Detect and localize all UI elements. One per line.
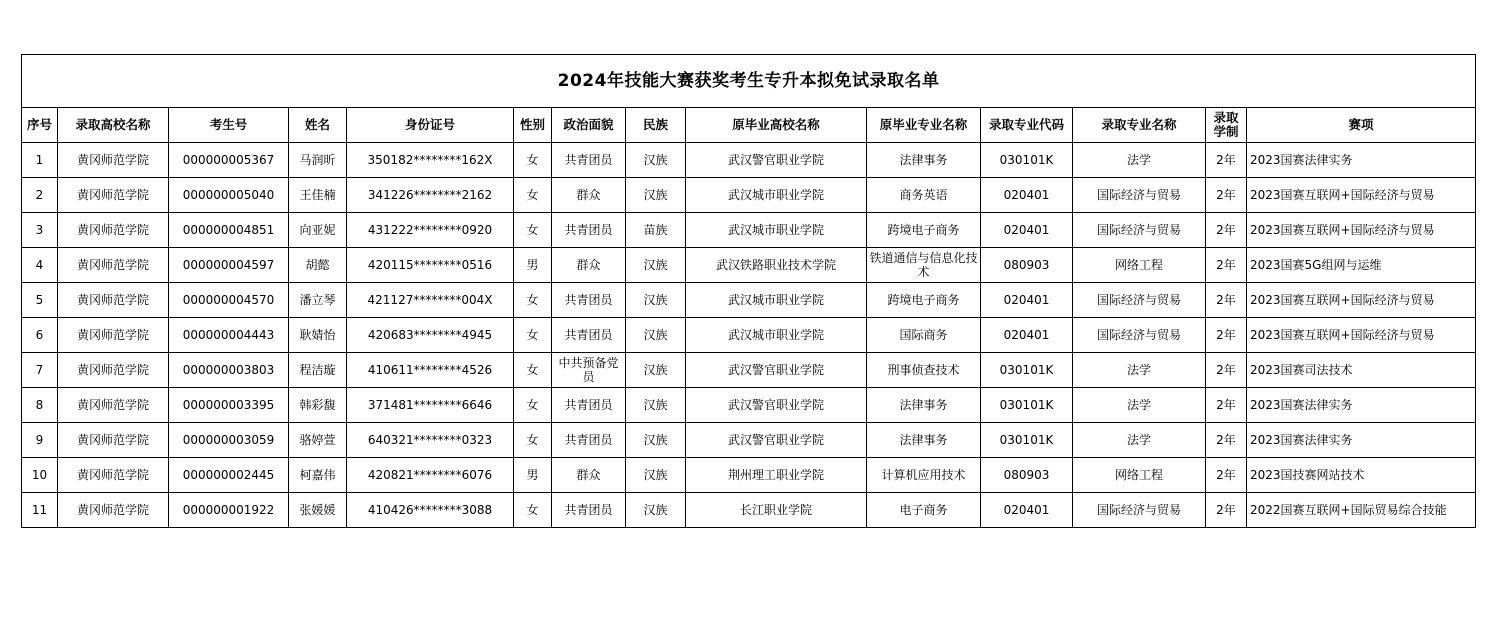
university-cell: 黄冈师范学院 bbox=[58, 178, 169, 213]
duration-cell: 2年 bbox=[1206, 318, 1247, 353]
major-code-cell: 080903 bbox=[981, 458, 1073, 493]
duration-cell: 2年 bbox=[1206, 353, 1247, 388]
university-cell: 黄冈师范学院 bbox=[58, 248, 169, 283]
gender-cell: 女 bbox=[514, 318, 552, 353]
political-status-cell: 共青团员 bbox=[552, 423, 626, 458]
col-header-id-number: 身份证号 bbox=[347, 108, 514, 143]
table-row bbox=[22, 458, 1476, 493]
prev-school-cell: 武汉城市职业学院 bbox=[686, 213, 867, 248]
competition-cell: 2023国赛互联网+国际经济与贸易 bbox=[1247, 178, 1476, 213]
duration-cell: 2年 bbox=[1206, 283, 1247, 318]
university-cell: 黄冈师范学院 bbox=[58, 458, 169, 493]
gender-cell: 女 bbox=[514, 493, 552, 528]
ethnicity-cell: 汉族 bbox=[626, 458, 686, 493]
competition-cell: 2023国赛互联网+国际经济与贸易 bbox=[1247, 318, 1476, 353]
name-cell: 骆婷萱 bbox=[289, 423, 347, 458]
major-code-cell: 030101K bbox=[981, 143, 1073, 178]
id-number-cell: 640321********0323 bbox=[347, 423, 514, 458]
duration-cell: 2年 bbox=[1206, 458, 1247, 493]
seq-cell: 7 bbox=[22, 353, 58, 388]
gender-cell: 女 bbox=[514, 353, 552, 388]
political-status-cell: 共青团员 bbox=[552, 493, 626, 528]
id-number-cell: 421127********004X bbox=[347, 283, 514, 318]
major-code-cell: 020401 bbox=[981, 283, 1073, 318]
prev-school-cell: 武汉城市职业学院 bbox=[686, 318, 867, 353]
major-code-cell: 020401 bbox=[981, 493, 1073, 528]
major-code-cell: 020401 bbox=[981, 213, 1073, 248]
university-cell: 黄冈师范学院 bbox=[58, 213, 169, 248]
id-number-cell: 420821********6076 bbox=[347, 458, 514, 493]
table-row bbox=[22, 388, 1476, 423]
university-cell: 黄冈师范学院 bbox=[58, 143, 169, 178]
prev-major-cell: 跨境电子商务 bbox=[867, 213, 981, 248]
seq-cell: 6 bbox=[22, 318, 58, 353]
prev-major-cell: 电子商务 bbox=[867, 493, 981, 528]
name-cell: 柯嘉伟 bbox=[289, 458, 347, 493]
seq-cell: 9 bbox=[22, 423, 58, 458]
col-header-university: 录取高校名称 bbox=[58, 108, 169, 143]
competition-cell: 2023国赛司法技术 bbox=[1247, 353, 1476, 388]
duration-cell: 2年 bbox=[1206, 143, 1247, 178]
table-row bbox=[22, 283, 1476, 318]
competition-cell: 2023国赛法律实务 bbox=[1247, 143, 1476, 178]
id-number-cell: 420683********4945 bbox=[347, 318, 514, 353]
seq-cell: 8 bbox=[22, 388, 58, 423]
duration-cell: 2年 bbox=[1206, 248, 1247, 283]
major-code-cell: 020401 bbox=[981, 318, 1073, 353]
political-status-cell: 共青团员 bbox=[552, 283, 626, 318]
competition-cell: 2023国赛互联网+国际经济与贸易 bbox=[1247, 283, 1476, 318]
title-row bbox=[22, 55, 1476, 108]
id-number-cell: 431222********0920 bbox=[347, 213, 514, 248]
ethnicity-cell: 汉族 bbox=[626, 248, 686, 283]
university-cell: 黄冈师范学院 bbox=[58, 388, 169, 423]
table-row bbox=[22, 143, 1476, 178]
ethnicity-cell: 苗族 bbox=[626, 213, 686, 248]
ethnicity-cell: 汉族 bbox=[626, 178, 686, 213]
id-number-cell: 410426********3088 bbox=[347, 493, 514, 528]
gender-cell: 女 bbox=[514, 388, 552, 423]
gender-cell: 女 bbox=[514, 178, 552, 213]
exam-number-cell: 000000003395 bbox=[169, 388, 289, 423]
name-cell: 程洁璇 bbox=[289, 353, 347, 388]
table-row bbox=[22, 493, 1476, 528]
major-code-cell: 080903 bbox=[981, 248, 1073, 283]
duration-cell: 2年 bbox=[1206, 423, 1247, 458]
id-number-cell: 341226********2162 bbox=[347, 178, 514, 213]
col-header-competition: 赛项 bbox=[1247, 108, 1476, 143]
major-cell: 网络工程 bbox=[1073, 458, 1206, 493]
ethnicity-cell: 汉族 bbox=[626, 423, 686, 458]
col-header-seq: 序号 bbox=[22, 108, 58, 143]
prev-school-cell: 荆州理工职业学院 bbox=[686, 458, 867, 493]
competition-cell: 2022国赛互联网+国际贸易综合技能 bbox=[1247, 493, 1476, 528]
prev-school-cell: 武汉警官职业学院 bbox=[686, 353, 867, 388]
exam-number-cell: 000000005040 bbox=[169, 178, 289, 213]
exam-number-cell: 000000003059 bbox=[169, 423, 289, 458]
exam-number-cell: 000000004443 bbox=[169, 318, 289, 353]
university-cell: 黄冈师范学院 bbox=[58, 283, 169, 318]
exam-number-cell: 000000004597 bbox=[169, 248, 289, 283]
political-status-cell: 共青团员 bbox=[552, 388, 626, 423]
competition-cell: 2023国技赛网站技术 bbox=[1247, 458, 1476, 493]
ethnicity-cell: 汉族 bbox=[626, 388, 686, 423]
major-cell: 法学 bbox=[1073, 353, 1206, 388]
name-cell: 王佳楠 bbox=[289, 178, 347, 213]
prev-school-cell: 武汉警官职业学院 bbox=[686, 388, 867, 423]
ethnicity-cell: 汉族 bbox=[626, 493, 686, 528]
name-cell: 马润昕 bbox=[289, 143, 347, 178]
exam-number-cell: 000000001922 bbox=[169, 493, 289, 528]
ethnicity-cell: 汉族 bbox=[626, 353, 686, 388]
prev-major-cell: 跨境电子商务 bbox=[867, 283, 981, 318]
political-status-cell: 中共预备党员 bbox=[552, 353, 626, 388]
id-number-cell: 350182********162X bbox=[347, 143, 514, 178]
prev-major-cell: 铁道通信与信息化技术 bbox=[867, 248, 981, 283]
major-cell: 法学 bbox=[1073, 388, 1206, 423]
exam-number-cell: 000000003803 bbox=[169, 353, 289, 388]
name-cell: 向亚妮 bbox=[289, 213, 347, 248]
exam-number-cell: 000000005367 bbox=[169, 143, 289, 178]
exam-number-cell: 000000002445 bbox=[169, 458, 289, 493]
col-header-prev-major: 原毕业专业名称 bbox=[867, 108, 981, 143]
table-row bbox=[22, 353, 1476, 388]
seq-cell: 1 bbox=[22, 143, 58, 178]
prev-major-cell: 法律事务 bbox=[867, 388, 981, 423]
competition-cell: 2023国赛法律实务 bbox=[1247, 388, 1476, 423]
table-row bbox=[22, 423, 1476, 458]
major-cell: 国际经济与贸易 bbox=[1073, 283, 1206, 318]
prev-school-cell: 武汉城市职业学院 bbox=[686, 178, 867, 213]
name-cell: 张媛媛 bbox=[289, 493, 347, 528]
gender-cell: 女 bbox=[514, 423, 552, 458]
political-status-cell: 群众 bbox=[552, 178, 626, 213]
col-header-exam-number: 考生号 bbox=[169, 108, 289, 143]
id-number-cell: 371481********6646 bbox=[347, 388, 514, 423]
competition-cell: 2023国赛互联网+国际经济与贸易 bbox=[1247, 213, 1476, 248]
political-status-cell: 共青团员 bbox=[552, 213, 626, 248]
university-cell: 黄冈师范学院 bbox=[58, 318, 169, 353]
major-code-cell: 030101K bbox=[981, 353, 1073, 388]
duration-cell: 2年 bbox=[1206, 178, 1247, 213]
duration-cell: 2年 bbox=[1206, 388, 1247, 423]
prev-school-cell: 长江职业学院 bbox=[686, 493, 867, 528]
gender-cell: 男 bbox=[514, 248, 552, 283]
seq-cell: 5 bbox=[22, 283, 58, 318]
name-cell: 韩彩馥 bbox=[289, 388, 347, 423]
major-cell: 网络工程 bbox=[1073, 248, 1206, 283]
header-row bbox=[22, 108, 1476, 143]
prev-major-cell: 法律事务 bbox=[867, 143, 981, 178]
gender-cell: 女 bbox=[514, 143, 552, 178]
name-cell: 胡懿 bbox=[289, 248, 347, 283]
id-number-cell: 420115********0516 bbox=[347, 248, 514, 283]
prev-school-cell: 武汉城市职业学院 bbox=[686, 283, 867, 318]
university-cell: 黄冈师范学院 bbox=[58, 493, 169, 528]
ethnicity-cell: 汉族 bbox=[626, 283, 686, 318]
col-header-gender: 性别 bbox=[514, 108, 552, 143]
name-cell: 潘立琴 bbox=[289, 283, 347, 318]
gender-cell: 女 bbox=[514, 213, 552, 248]
table-row bbox=[22, 248, 1476, 283]
major-code-cell: 030101K bbox=[981, 388, 1073, 423]
spreadsheet bbox=[21, 54, 1475, 528]
col-header-prev-school: 原毕业高校名称 bbox=[686, 108, 867, 143]
prev-major-cell: 商务英语 bbox=[867, 178, 981, 213]
exam-number-cell: 000000004851 bbox=[169, 213, 289, 248]
major-code-cell: 030101K bbox=[981, 423, 1073, 458]
major-code-cell: 020401 bbox=[981, 178, 1073, 213]
seq-cell: 2 bbox=[22, 178, 58, 213]
col-header-major: 录取专业名称 bbox=[1073, 108, 1206, 143]
ethnicity-cell: 汉族 bbox=[626, 143, 686, 178]
political-status-cell: 共青团员 bbox=[552, 143, 626, 178]
gender-cell: 男 bbox=[514, 458, 552, 493]
major-cell: 法学 bbox=[1073, 143, 1206, 178]
col-header-major-code: 录取专业代码 bbox=[981, 108, 1073, 143]
table-body bbox=[22, 143, 1476, 528]
seq-cell: 10 bbox=[22, 458, 58, 493]
university-cell: 黄冈师范学院 bbox=[58, 353, 169, 388]
prev-school-cell: 武汉铁路职业技术学院 bbox=[686, 248, 867, 283]
id-number-cell: 410611********4526 bbox=[347, 353, 514, 388]
table-title: 2024年技能大赛获奖考生专升本拟免试录取名单 bbox=[22, 55, 1476, 108]
duration-cell: 2年 bbox=[1206, 493, 1247, 528]
prev-school-cell: 武汉警官职业学院 bbox=[686, 423, 867, 458]
major-cell: 国际经济与贸易 bbox=[1073, 178, 1206, 213]
university-cell: 黄冈师范学院 bbox=[58, 423, 169, 458]
admission-table bbox=[21, 54, 1476, 528]
col-header-political-status: 政治面貌 bbox=[552, 108, 626, 143]
major-cell: 法学 bbox=[1073, 423, 1206, 458]
competition-cell: 2023国赛法律实务 bbox=[1247, 423, 1476, 458]
table-row bbox=[22, 318, 1476, 353]
political-status-cell: 群众 bbox=[552, 458, 626, 493]
exam-number-cell: 000000004570 bbox=[169, 283, 289, 318]
table-row bbox=[22, 213, 1476, 248]
col-header-duration: 录取学制 bbox=[1206, 108, 1247, 143]
col-header-name: 姓名 bbox=[289, 108, 347, 143]
prev-school-cell: 武汉警官职业学院 bbox=[686, 143, 867, 178]
seq-cell: 4 bbox=[22, 248, 58, 283]
col-header-ethnicity: 民族 bbox=[626, 108, 686, 143]
prev-major-cell: 国际商务 bbox=[867, 318, 981, 353]
major-cell: 国际经济与贸易 bbox=[1073, 213, 1206, 248]
political-status-cell: 共青团员 bbox=[552, 318, 626, 353]
major-cell: 国际经济与贸易 bbox=[1073, 318, 1206, 353]
duration-cell: 2年 bbox=[1206, 213, 1247, 248]
prev-major-cell: 刑事侦查技术 bbox=[867, 353, 981, 388]
competition-cell: 2023国赛5G组网与运维 bbox=[1247, 248, 1476, 283]
political-status-cell: 群众 bbox=[552, 248, 626, 283]
seq-cell: 11 bbox=[22, 493, 58, 528]
prev-major-cell: 计算机应用技术 bbox=[867, 458, 981, 493]
ethnicity-cell: 汉族 bbox=[626, 318, 686, 353]
table-row bbox=[22, 178, 1476, 213]
name-cell: 耿婧怡 bbox=[289, 318, 347, 353]
major-cell: 国际经济与贸易 bbox=[1073, 493, 1206, 528]
gender-cell: 女 bbox=[514, 283, 552, 318]
seq-cell: 3 bbox=[22, 213, 58, 248]
prev-major-cell: 法律事务 bbox=[867, 423, 981, 458]
